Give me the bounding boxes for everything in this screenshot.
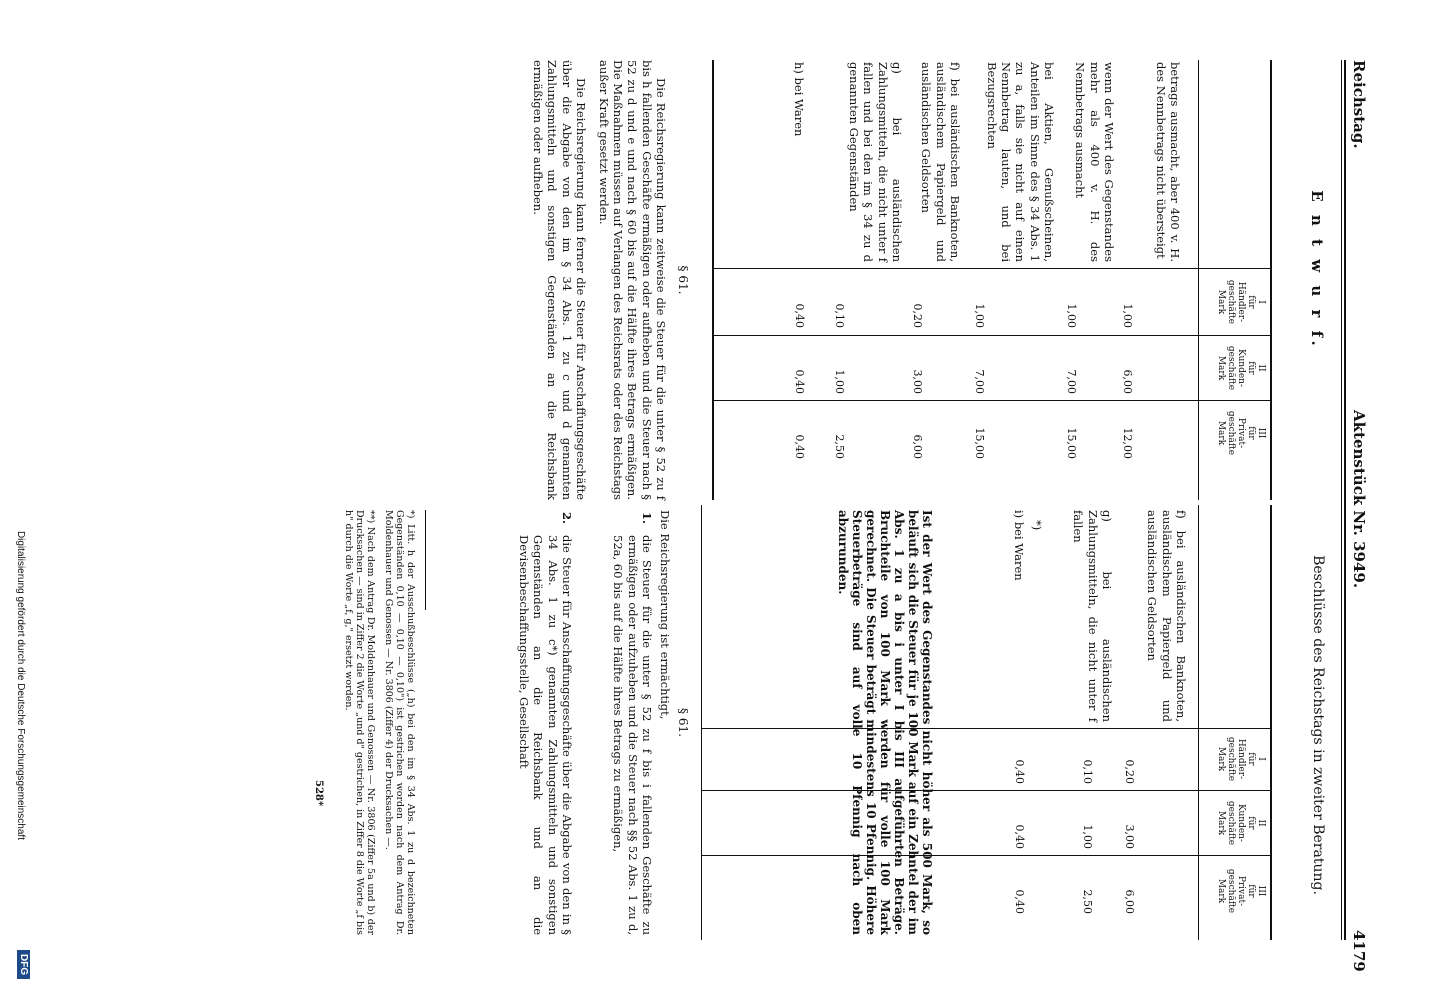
- right-table-head-rule: [1198, 505, 1199, 940]
- left-row-value: 1,00: [973, 303, 986, 328]
- left-row-value: 1,00: [833, 369, 846, 394]
- header-page-number: 4179: [1350, 930, 1368, 972]
- left-table-divider: [712, 400, 1272, 401]
- left-row-text: bei Aktien, Genußscheinen, Anteilen im Sinne des § 34 Abs. 1 zu a, falls sie nicht auf einen Nennbetrag lauten, und bei Bezugsrechten: [984, 62, 1056, 262]
- right-row-value: 0,40: [1013, 759, 1026, 784]
- right-colhead-1: I für Händler- geschäfte Mark: [1216, 736, 1266, 782]
- left-row-text: betrags ausmacht, aber 400 v. H. des Nennbetrags nicht übersteigt: [1153, 62, 1182, 262]
- right-row-text: i) bei Waren: [1012, 510, 1026, 581]
- right-title: Beschlüsse des Reichstags in zweiter Beratung.: [1310, 555, 1326, 895]
- left-title: E n t w u r f.: [1308, 190, 1326, 350]
- right-row-value: 0,10: [1081, 759, 1094, 784]
- left-table-divider: [712, 268, 1272, 269]
- right-row-value: 6,00: [1123, 889, 1136, 914]
- right-row-value: 2,50: [1081, 889, 1094, 914]
- left-table-top-rule: [1270, 60, 1272, 500]
- left-row-value: 15,00: [1065, 427, 1078, 459]
- left-para-heading: § 61.: [676, 265, 690, 295]
- left-row-value: 3,00: [911, 369, 924, 394]
- left-row-value: 0,20: [911, 303, 924, 328]
- left-row-value: 6,00: [911, 434, 924, 459]
- left-row-value: 6,00: [1121, 369, 1134, 394]
- left-row-value: 12,00: [1121, 427, 1134, 459]
- right-table-divider: [702, 728, 1272, 729]
- sheet-mark: 528*: [313, 780, 324, 807]
- right-table-divider: [702, 855, 1272, 856]
- header-aktenstueck: Aktenstück Nr. 3949.: [1350, 410, 1368, 589]
- left-row-value: 2,50: [833, 434, 846, 459]
- dfg-logo: DFG: [17, 950, 30, 979]
- left-row-value: 0,40: [793, 303, 806, 328]
- left-row-value: 0,40: [793, 434, 806, 459]
- right-bold-paragraph: Ist der Wert des Gegenstandes nicht höher als 500 Mark, so beläuft sich die Steuer für je 100 Mark auf ein Zehntel der im Abs. 1 zu a bis i unter I bis III aufgeführten Beträge. Bruchteile von 100 Mark werden für volle 100 Mark gerechnet. Die Steuer beträgt mindestens 10 Pfennig. Höhere Steuerbeträge sind auf volle 10 Pfennig nach oben abzurunden.: [836, 510, 934, 935]
- left-table-head-rule: [1198, 60, 1199, 500]
- left-row-value: 0,10: [833, 303, 846, 328]
- right-item1-number: 1.: [640, 512, 654, 525]
- digitization-note: Digitalisierung gefördert durch die Deutsche Forschungsgemeinschaft: [15, 530, 26, 840]
- right-intro: Die Reichsregierung ist ermächtigt,: [658, 510, 672, 720]
- right-para-heading: § 61.: [676, 708, 690, 737]
- left-row-value: 1,00: [1121, 303, 1134, 328]
- left-row-text: f) bei ausländischen Banknoten, ausländischem Papiergeld und ausländischen Geldsorten: [919, 62, 962, 262]
- left-row-value: 7,00: [1065, 369, 1078, 394]
- left-para-1: Die Reichsregierung kann zeitweise die Steuer für die unter § 52 zu f bis h fallenden Geschäfte ermäßigen oder aufheben und die Steuer nach § 52 zu d und e und nach § 60 bis auf die Hälfte ihres Betrags ermäßigen. Die Maßnahmen müssen auf Verlangen des Reichsrats oder des Reichstags außer Kraft gesetzt werden.: [596, 60, 668, 500]
- left-colhead-1: I für Händler- geschäfte Mark: [1216, 279, 1266, 325]
- right-colhead-2: II für Kunden- geschäfte Mark: [1216, 800, 1266, 846]
- right-row-value: 0,40: [1013, 824, 1026, 849]
- right-item1: die Steuer für die unter § 52 zu f bis i fallenden Geschäfte zu ermäßigen oder aufzuheben und die Steuer nach §§ 52 Abs. 1 zu d, 52a, 60 bis auf die Hälfte ihres Betrags zu ermäßigen,: [611, 535, 654, 935]
- right-row-value: 1,00: [1081, 824, 1094, 849]
- right-row-value: 3,00: [1123, 824, 1136, 849]
- right-colhead-3: III für Privat- geschäfte Mark: [1216, 868, 1266, 914]
- left-table-divider: [712, 335, 1272, 336]
- right-item2-number: 2.: [560, 512, 574, 525]
- header-rule: [1344, 60, 1346, 940]
- right-row-value: 0,40: [1013, 889, 1026, 914]
- header-reichstag: Reichstag.: [1350, 60, 1368, 149]
- left-row-text: h) bei Waren: [792, 62, 806, 137]
- left-row-text: wenn der Wert des Gegenstandes mehr als 400 v. H. des Nennbetrags ausmacht: [1073, 62, 1116, 262]
- left-row-text: g) bei ausländischen Zahlungsmitteln, die nicht unter f fallen und bei den im § 34 zu d genannten Gegenständen: [847, 62, 904, 262]
- left-row-value: 1,00: [1065, 303, 1078, 328]
- left-table-bottom-rule: [712, 60, 714, 500]
- left-row-value: 0,40: [793, 369, 806, 394]
- right-row-text: g) bei ausländischen Zahlungsmitteln, die nicht unter f fallen: [1071, 510, 1114, 722]
- right-table-bottom-rule: [701, 505, 702, 940]
- left-colhead-3: III für Privat- geschäfte Mark: [1216, 410, 1266, 456]
- right-table-top-rule: [1270, 505, 1272, 940]
- right-row-text: f) bei ausländischen Banknoten, ausländischem Papiergeld und ausländischen Geldsorten: [1145, 510, 1188, 722]
- right-row-footnote-mark: *): [1030, 520, 1044, 531]
- footnote-1: *) Litt. h der Ausschußbeschlüsse („h) bei den im § 34 Abs. 1 zu d bezeichneten Gegenständen 0,10 — 0,10 — 0,10") ist gestrichen worden nach dem Antrag Dr. Moldenhauer und Genossen — Nr. 3806 (Ziffer 4) der Drucksachen —.: [383, 510, 416, 935]
- right-table-divider: [702, 790, 1272, 791]
- left-para-2: Die Reichsregierung kann ferner die Steuer für Anschaffungsgeschäfte über die Abgabe von den im § 34 Abs. 1 zu c und d genannten Zahlungsmitteln und sonstigen Gegenständen an die Reichsbank ermäßigen oder aufheben.: [531, 60, 588, 500]
- left-colhead-2: II für Kunden- geschäfte Mark: [1216, 345, 1266, 391]
- left-row-value: 7,00: [973, 369, 986, 394]
- footnote-2: **) Nach dem Antrag Dr. Moldenhauer und Genossen — Nr. 3806 (Ziffer 5a und b) der Drucksachen — sind in Ziffer 2 die Worte „und d" gestrichen, in Ziffer 8 die Worte „f bis h" durch die Worte „f, g," ersetzt worden.: [343, 510, 376, 935]
- right-item2: die Steuer für Anschaffungsgeschäfte über die Abgabe von den in § 34 Abs. 1 zu c*) genannten Zahlungsmitteln und sonstigen Gegenständen an die Reichsbank und an die Devisenbeschaffungsstelle, Gesellschaft: [517, 535, 574, 935]
- right-row-value: 0,20: [1123, 759, 1136, 784]
- footnote-rule: [425, 510, 426, 610]
- header-rule-thin: [1341, 60, 1342, 940]
- left-row-value: 15,00: [973, 427, 986, 459]
